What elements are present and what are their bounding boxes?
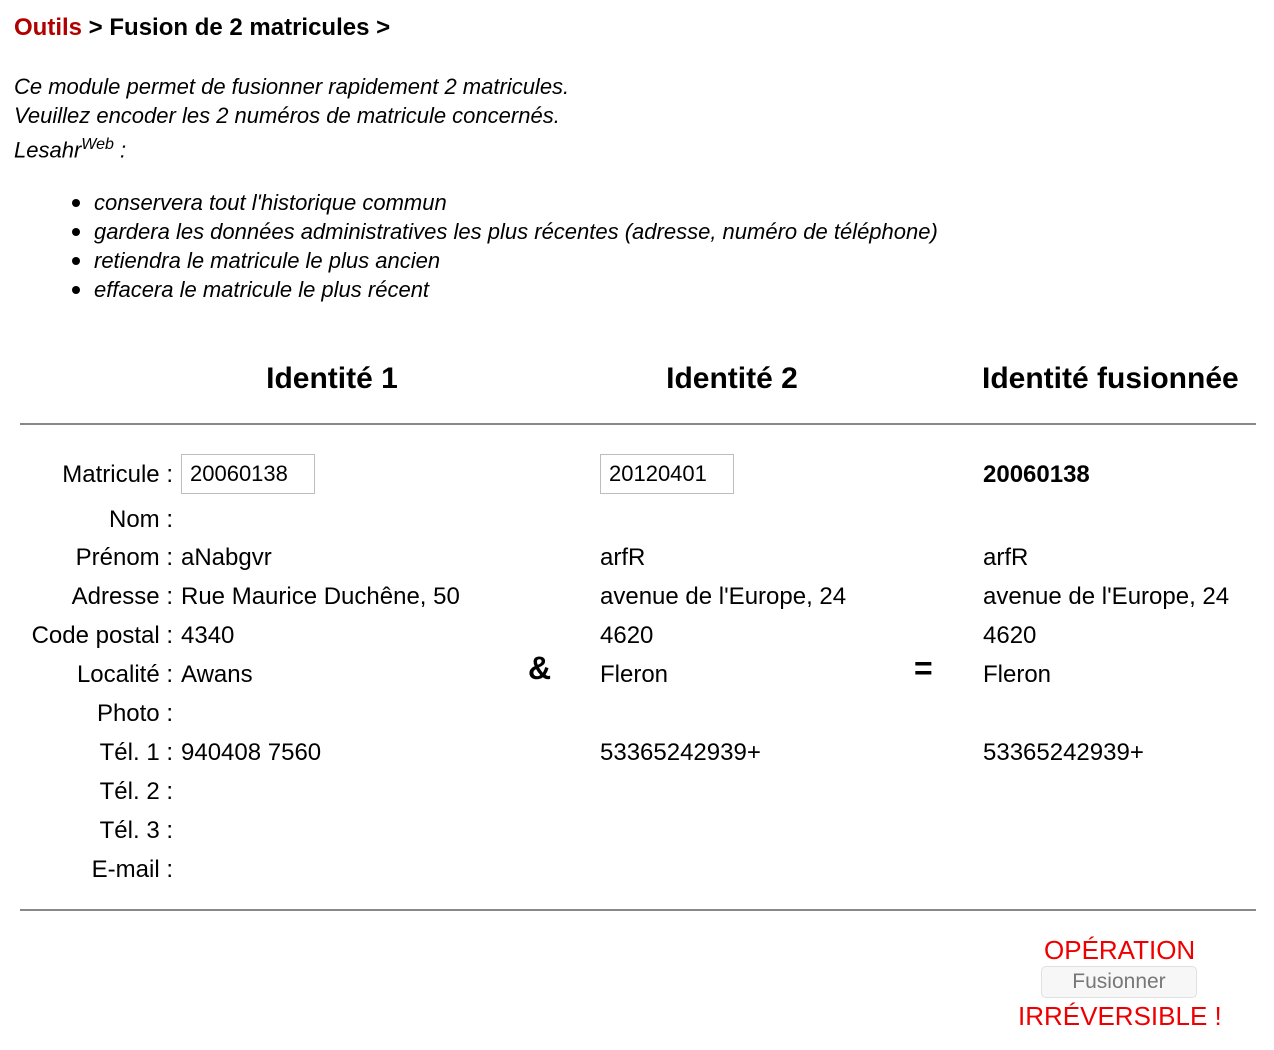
identity2-tel1: 53365242939+ (600, 739, 761, 766)
warning-irreversible: IRRÉVERSIBLE ! (1018, 1001, 1222, 1031)
bullet-icon (72, 257, 80, 265)
header-identity-2: Identité 2 (666, 362, 798, 395)
label-email: E-mail : (91, 856, 173, 883)
list-item (94, 275, 938, 304)
merged-prenom: arfR (983, 544, 1029, 571)
header-identity-1: Identité 1 (266, 362, 398, 395)
label-photo: Photo : (96, 700, 173, 727)
bullet-icon (72, 199, 80, 207)
merged-code-postal: 4620 (983, 622, 1037, 649)
identity2-adresse: avenue de l'Europe, 24 (600, 583, 847, 610)
breadcrumb (14, 14, 390, 42)
identity1-localite: Awans (181, 661, 253, 688)
label-tel3: Tél. 3 : (99, 817, 173, 844)
merged-matricule: 20060138 (983, 461, 1090, 488)
and-symbol: & (528, 650, 552, 686)
feature-list (94, 188, 938, 304)
label-localite: Localité : (76, 661, 173, 688)
matricule-1-input[interactable] (181, 454, 315, 494)
divider-bottom (20, 909, 1256, 911)
list-item-text: conservera tout l'historique commun (94, 190, 447, 215)
app-name-superscript: Web (81, 136, 114, 153)
fusionner-button[interactable]: Fusionner (1041, 966, 1197, 998)
intro-line-2: Veuillez encoder les 2 numéros de matricule concernés. (14, 103, 560, 128)
merged-adresse: avenue de l'Europe, 24 (983, 583, 1230, 610)
identity1-prenom: aNabgvr (181, 544, 272, 571)
intro-text (14, 72, 569, 164)
list-item (94, 217, 938, 246)
identity1-adresse: Rue Maurice Duchêne, 50 (181, 583, 460, 610)
identity1-code-postal: 4340 (181, 622, 235, 649)
intro-line-3 (14, 130, 569, 164)
breadcrumb-link-outils[interactable]: Outils (14, 14, 83, 41)
label-adresse: Adresse : (71, 583, 173, 610)
label-matricule: Matricule : (62, 461, 173, 488)
merged-tel1: 53365242939+ (983, 739, 1144, 766)
intro-line-1: Ce module permet de fusionner rapidement 2 matricules. (14, 74, 570, 99)
header-identity-merged: Identité fusionnée (982, 362, 1239, 395)
equals-symbol: = (914, 650, 933, 686)
divider-top (20, 423, 1256, 425)
list-item-text: retiendra le matricule le plus ancien (94, 248, 441, 273)
bullet-icon (72, 286, 80, 294)
list-item (94, 246, 938, 275)
label-nom: Nom : (108, 506, 173, 533)
label-prenom: Prénom : (75, 544, 173, 571)
identity2-code-postal: 4620 (600, 622, 654, 649)
label-tel2: Tél. 2 : (99, 778, 173, 805)
label-code-postal: Code postal : (31, 622, 173, 649)
breadcrumb-separator: > (369, 14, 391, 41)
app-name: Lesahr (14, 137, 82, 163)
list-item-text: effacera le matricule le plus récent (94, 277, 430, 302)
breadcrumb-separator: > (82, 14, 110, 41)
list-item (94, 188, 938, 217)
label-tel1: Tél. 1 : (99, 739, 173, 766)
matricule-2-input[interactable] (600, 454, 734, 494)
warning-operation: OPÉRATION (1044, 935, 1196, 965)
identity2-prenom: arfR (600, 544, 646, 571)
identity1-tel1: 940408 7560 (181, 739, 322, 766)
list-item-text: gardera les données administratives les plus récentes (adresse, numéro de téléphone) (94, 219, 938, 244)
merged-localite: Fleron (983, 661, 1052, 688)
identity2-localite: Fleron (600, 661, 669, 688)
intro-colon: : (113, 137, 127, 163)
bullet-icon (72, 228, 80, 236)
page-title: Fusion de 2 matricules (109, 14, 370, 41)
